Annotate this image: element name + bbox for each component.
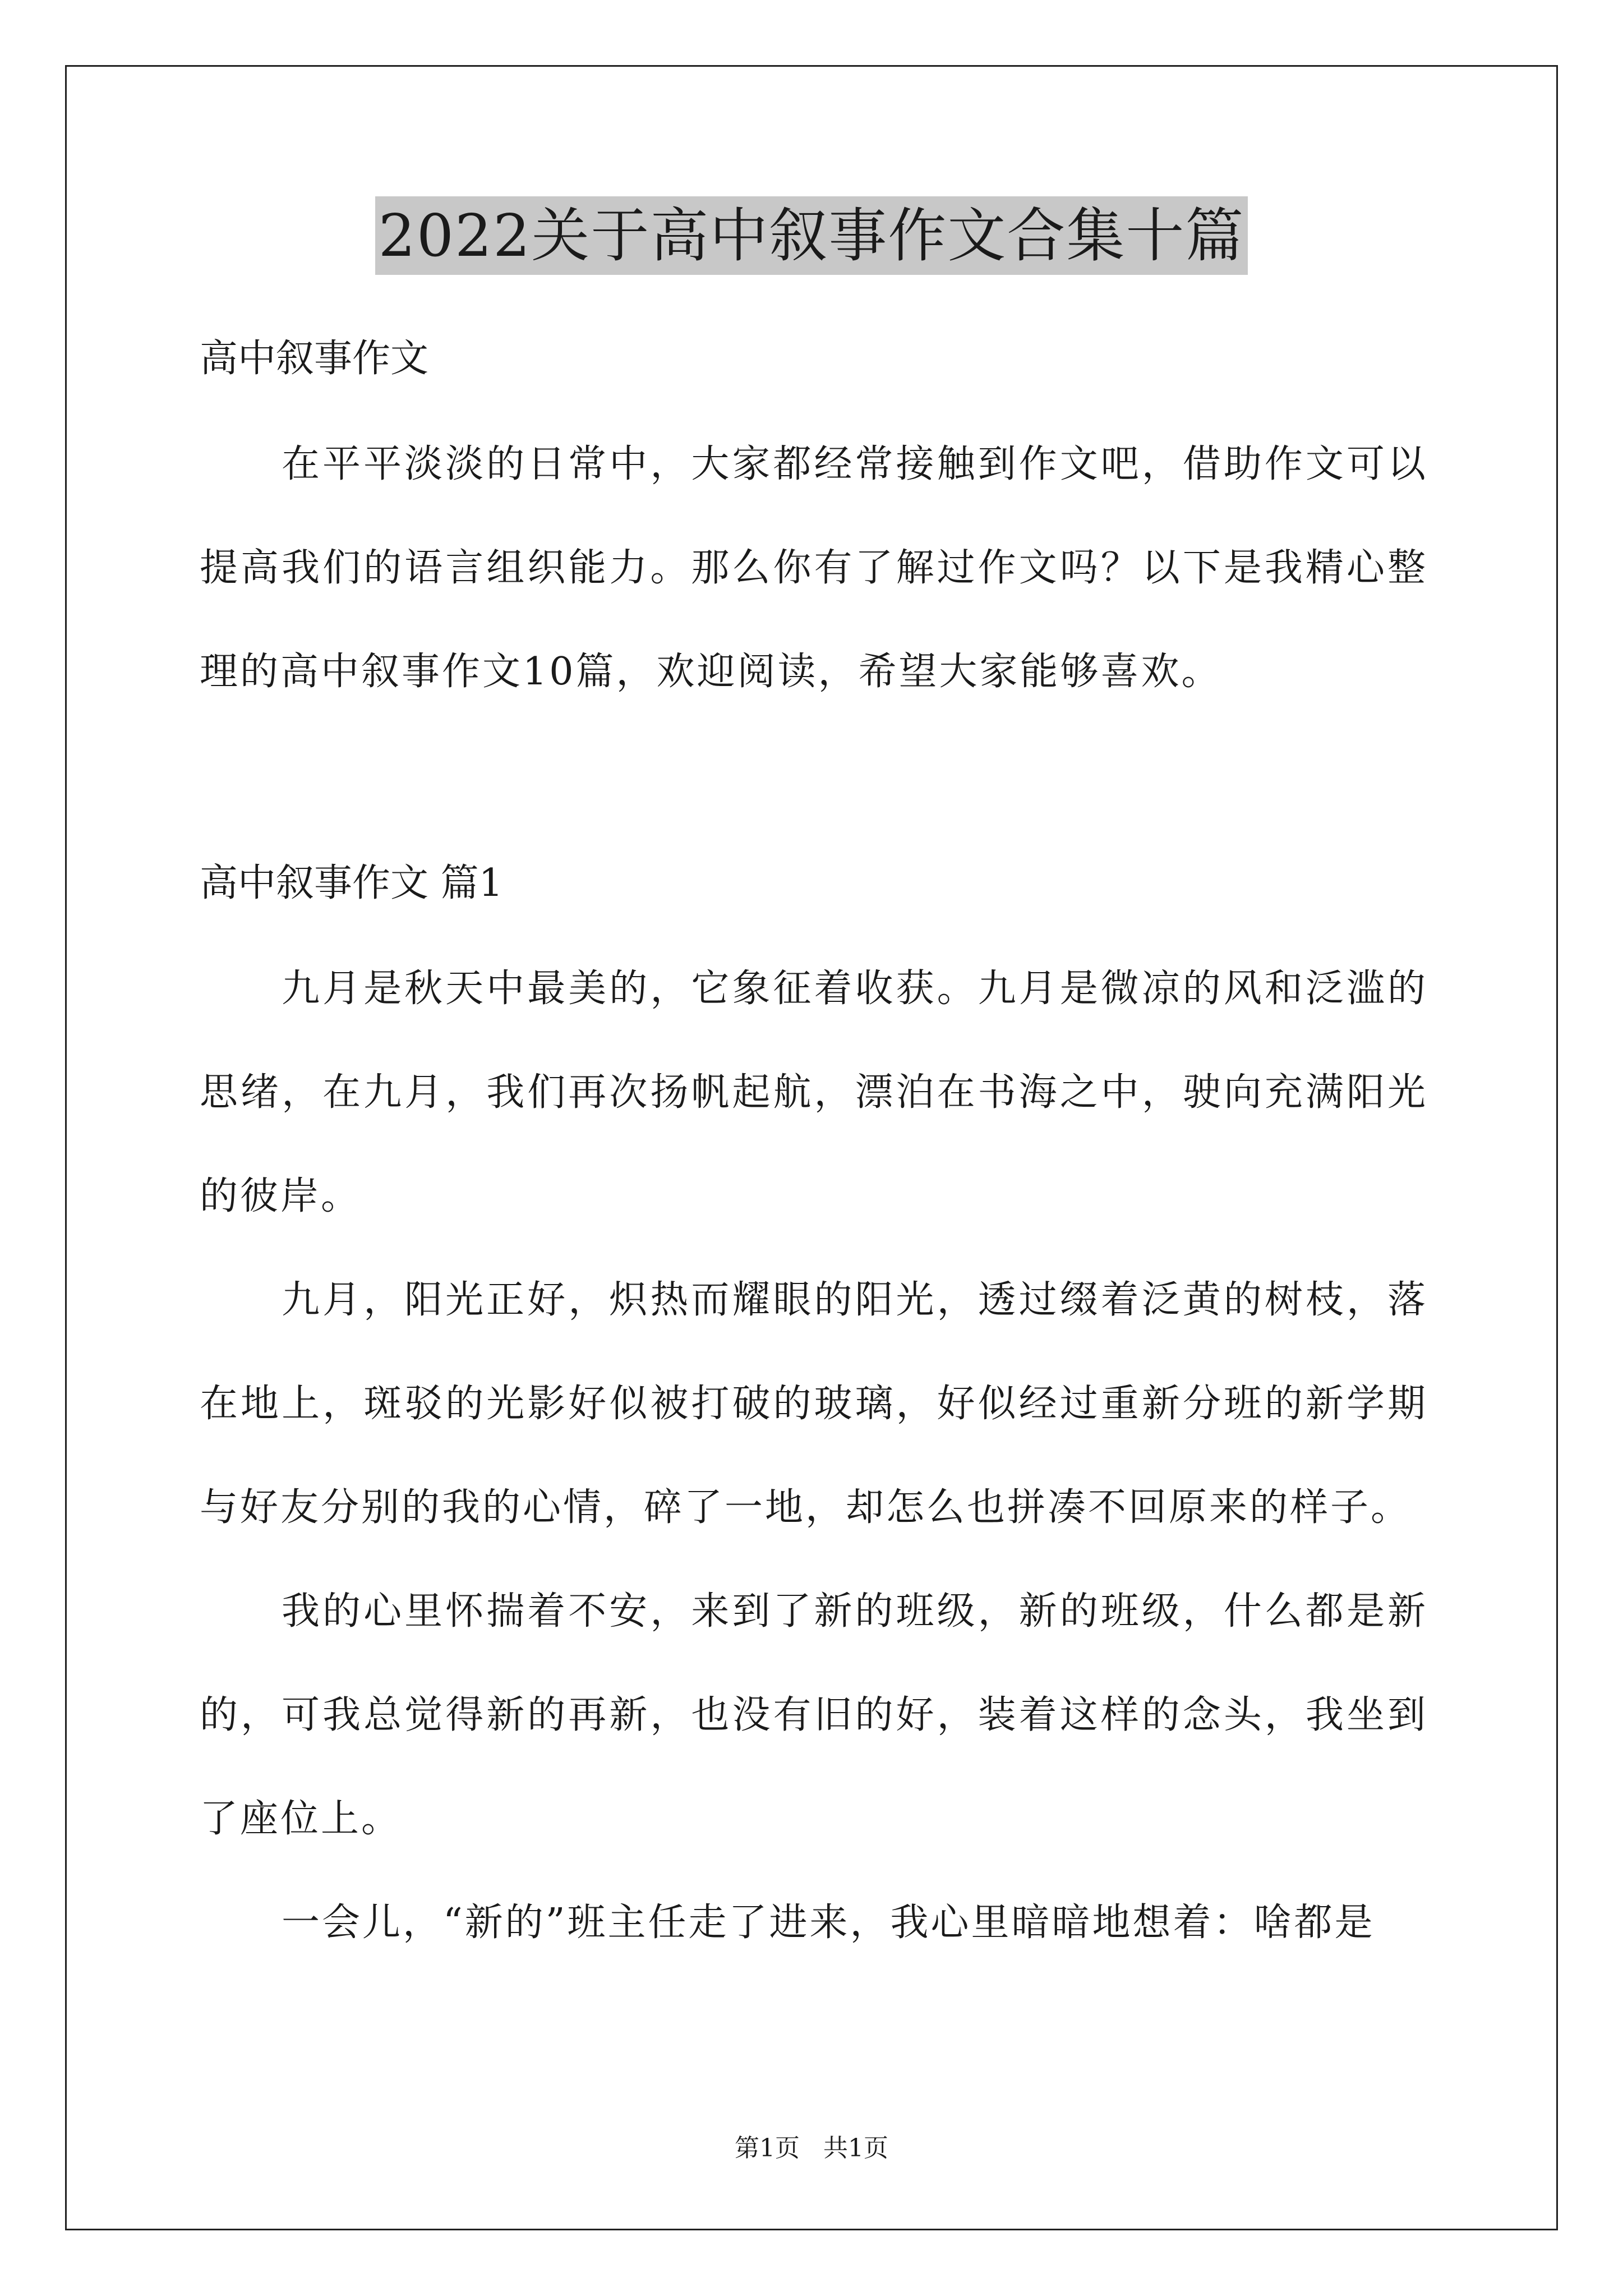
section1-heading: 高中叙事作文 篇1 [200, 861, 503, 905]
section1-paragraph-3: 我的心里怀揣着不安，来到了新的班级，新的班级，什么都是新的，可我总觉得新的再新，也没有旧的好，装着这样的念头，我坐到了座位上。 [200, 1589, 1428, 1841]
page-number-total: 共1页 [823, 2134, 888, 2162]
section1-paragraph-4: 一会儿，“新的”班主任走了进来，我心里暗暗地想着：啥都是 [282, 1901, 1375, 1945]
page-footer [0, 2132, 1623, 2165]
section-gap [200, 724, 1428, 830]
intro-heading: 高中叙事作文 [200, 337, 429, 381]
section1-paragraph-1: 九月是秋天中最美的，它象征着收获。九月是微凉的风和泛滥的思绪，在九月，我们再次扬帆起航，漂泊在书海之中，驶向充满阳光的彼岸。 [200, 967, 1428, 1218]
document-body [200, 306, 1428, 1975]
document-title: 2022关于高中叙事作文合集十篇 [375, 196, 1248, 275]
title-wrap [0, 196, 1623, 275]
page-number-current: 第1页 [735, 2134, 800, 2162]
intro-paragraph: 在平平淡淡的日常中，大家都经常接触到作文吧，借助作文可以提高我们的语言组织能力。那么你有了解过作文吗？以下是我精心整理的高中叙事作文10篇，欢迎阅读，希望大家能够喜欢。 [200, 442, 1428, 694]
section1-paragraph-2: 九月，阳光正好，炽热而耀眼的阳光，透过缀着泛黄的树枝，落在地上，斑驳的光影好似被打破的玻璃，好似经过重新分班的新学期与好友分别的我的心情，碎了一地，却怎么也拼凑不回原来的样子。 [200, 1278, 1428, 1530]
